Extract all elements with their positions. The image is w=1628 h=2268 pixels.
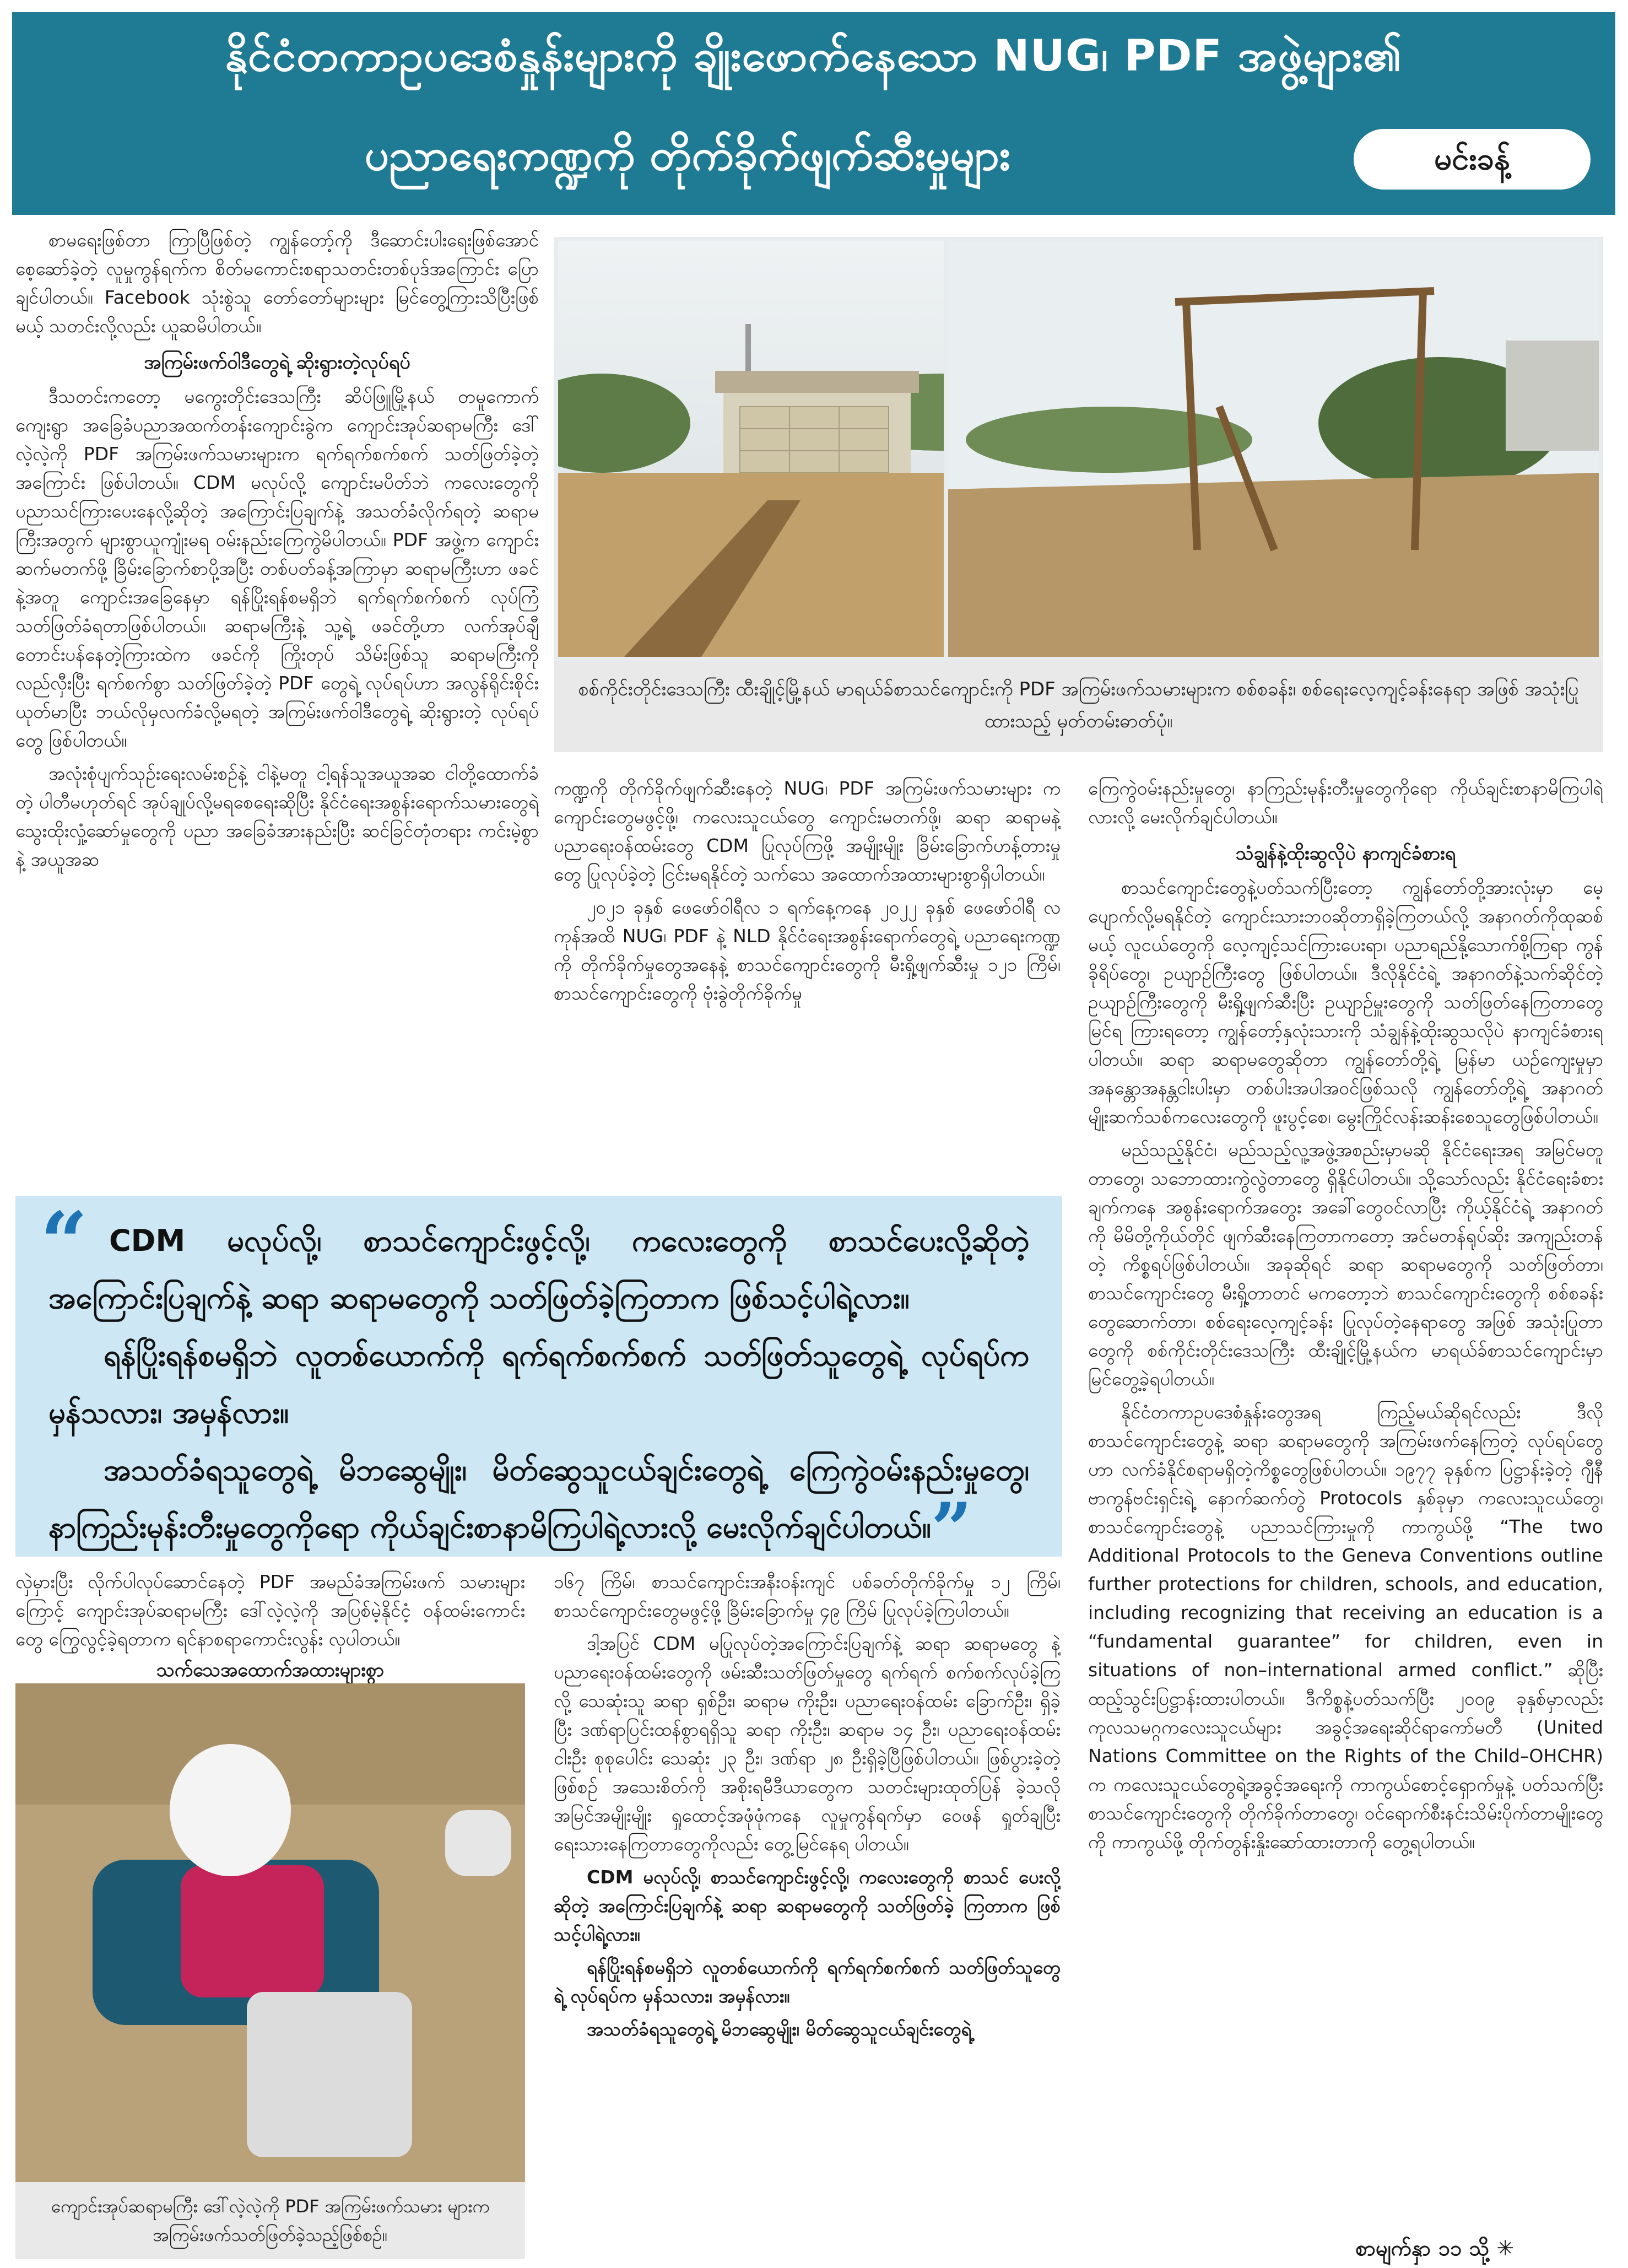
pull-quote: [15, 1194, 1062, 1572]
school-camp-photo: [554, 237, 1603, 661]
paragraph: စာမရေးဖြစ်တာ ကြာပြီဖြစ်တဲ့ ကျွန်တော့်ကို ဒီဆောင်းပါးရေးဖြစ်အောင် စေ့ဆော်ခဲ့တဲ့ လူမှုကွန်ရက်က စိတ်မကောင်းစရာသတင်းတစ်ပုဒ်အကြောင်း ပြောချင်ပါတယ်။ Facebook သုံးစွဲသူ တော်တော်များများ မြင်တွေ့ကြားသိပြီးဖြစ်မယ့် သတင်းလို့လည်း ယူဆမိပါတယ်။: [15, 229, 539, 337]
headline-line-1: နိုင်ငံတကာဥပဒေစံနှုန်းများကို ချိုးဖောက်နေသော NUG၊ PDF အဖွဲ့များ၏: [225, 31, 1403, 81]
paragraph: ကဏ္ဍကို တိုက်ခိုက်ဖျက်ဆီးနေတဲ့ NUG၊ PDF အကြမ်းဖက်သမားများ က ကျောင်းတွေမဖွင့်ဖို့၊ ကလေးသူငယ်တွေ ကျောင်းမတက်ဖို့၊ ဆရာ ဆရာမနဲ့ ပညာရေးဝန်ထမ်းတွေ CDM ပြုလုပ်ကြဖို့ အမျိုးမျိုး ခြိမ်းခြောက်ဟန့်တားမှုတွေ ပြုလုပ်ခဲ့တဲ့ ငြင်းမရနိုင်တဲ့ သက်သေ အထောက်အထားများစွာရှိပါတယ်။: [554, 777, 1061, 885]
paragraph: မည်သည့်နိုင်ငံ၊ မည်သည့်လူ့အဖွဲ့အစည်းမှာမဆို နိုင်ငံရေးအရ အမြင်မတူတာတွေ၊ သဘောထားကွဲလွဲတာတွေ ရှိနိုင်ပါတယ်။ သို့သော်လည်း နိုင်ငံရေးခံစားချက်ကနေ အစွန်းရောက်အတွေး အခေါ်တွေဝင်လာပြီး ကိုယ့်နိုင်ငံရဲ့ အနာဂတ်ကို မိမိတို့ကိုယ်တိုင် ဖျက်ဆီးနေကြတာကတော့ အင်မတန်ရုပ်ဆိုး အကျည်းတန်တဲ့ ကိစ္စရပ်ဖြစ်ပါတယ်။ အခုဆိုရင် ဆရာ ဆရာမတွေကို သတ်ဖြတ်တာ၊ စာသင်ကျောင်းတွေ မီးရှို့တာတင် မကတော့ဘဲ စာသင်ကျောင်းတွေကို စစ်စခန်းတွေဆောက်တာ၊ စစ်ရေးလေ့ကျင့်ခန်း ပြုလုပ်တဲ့နေရာတွေ အဖြစ် အသုံးပြုတာတွေကို စစ်ကိုင်းတိုင်းဒေသကြီး ထီးချိုင့်မြို့နယ်က မာရယ်ခ်စာသင်ကျောင်းမှာ မြင်တွေ့ခဲ့ရပါတယ်။: [1088, 1139, 1603, 1390]
article-header-banner: [12, 12, 1615, 215]
paragraph: ဒီသတင်းကတော့ မကွေးတိုင်းဒေသကြီး ဆိပ်ဖြူမြို့နယ် တမူကောက်ကျေးရွာ အခြေခံပညာအထက်တန်းကျောင်းခွဲက ကျောင်းအုပ်ဆရာမကြီး ဒေါ်လဲ့လဲ့ကို PDF အကြမ်းဖက်သမားများက ရက်ရက်စက်စက် သတ်ဖြတ်ခဲ့တဲ့အကြောင်း ဖြစ်ပါတယ်။ CDM မလုပ်လို့ ကျောင်းမပိတ်ဘဲ ကလေးတွေကို ပညာသင်ကြားပေးနေလို့ဆိုတဲ့ အကြောင်းပြချက်နဲ့ အသတ်ခံလိုက်ရတဲ့ ဆရာမကြီးအတွက် များစွာယူကျုံးမရ ဝမ်းနည်းကြေကွဲမိပါတယ်။ PDF အဖွဲ့က ကျောင်းဆက်မတက်ဖို့ ခြိမ်းခြောက်စာပို့အပြီး တစ်ပတ်ခန့်အကြာမှာ ဆရာမကြီးဟာ ဖခင်နဲ့အတူ ကျောင်းအခြေနေမှာ ရန်ပြိုးရန်စမရှိဘဲ ရက်ရက်စက်စက် လုပ်ကြံသတ်ဖြတ်ခံရတာဖြစ်ပါတယ်။ ဆရာမကြီးနဲ့ သူ့ရဲ့ ဖခင်တို့ဟာ လက်အုပ်ချီတောင်းပန်နေတဲ့ကြားထဲက ဖခင်ကို ကြိုးတုပ် သိမ်းဖြစ်သူ ဆရာမကြီးကို လည်လှီးပြီး ရက်စက်စွာ သတ်ဖြတ်ခဲ့တဲ့ PDF တွေရဲ့ လုပ်ရပ်ဟာ အလွန်ရိုင်းစိုင်းယုတ်မာပြီး ဘယ်လိုမှလက်ခံလို့မရတဲ့ အကြမ်းဖက်ဝါဒီတွေရဲ့ ဆိုးရွားတဲ့ လုပ်ရပ်တွေ ဖြစ်ပါတယ်။: [15, 386, 539, 751]
column-2-bottom: [554, 1568, 1061, 2262]
open-quote-icon: “: [40, 1194, 88, 1291]
photo-1-caption: စစ်ကိုင်းတိုင်းဒေသကြီး ထီးချိုင့်မြို့နယ် မာရယ်ခ်စာသင်ကျောင်းကို PDF အကြမ်းဖက်သမားများက စစ်စခန်း၊ စစ်ရေးလေ့ကျင့်ခန်းနေရာ အဖြစ် အသုံးပြုထားသည့် မှတ်တမ်းဓာတ်ပုံ။: [554, 661, 1603, 752]
paragraph: အသတ်ခံရသူတွေရဲ့ မိဘဆွေမျိုး၊ မိတ်ဆွေသူငယ်ချင်းတွေရဲ့: [587, 2018, 972, 2040]
column-1-bottom-2: [15, 1656, 525, 1686]
column-2-middle: [554, 774, 1061, 1193]
paragraph: CDM မလုပ်လို့၊ စာသင်ကျောင်းဖွင့်လို့၊ ကလေးတွေကို စာသင် ပေးလို့ဆိုတဲ့ အကြောင်းပြချက်နဲ့ ဆရာ ဆရာမတွေကို သတ်ဖြတ်ခဲ့ ကြတာက ဖြစ်သင့်ပါရဲ့လား။: [554, 1866, 1061, 1945]
author-byline: မင်းခန့်: [1354, 129, 1591, 190]
paragraph: လှဲမှားပြီး လိုက်ပါလုပ်ဆောင်နေတဲ့ PDF အမည်ခံအကြမ်းဖက် သမားများကြောင့် ကျောင်းအုပ်ဆရာမကြီး ဒေါ်လဲ့လဲ့ကို အပြစ်မဲ့နိုင်ငံ့ ဝန်ထမ်းကောင်းတွေ ကြွေလွင့်ခဲ့ရတာက ရင်နာစရာကောင်းလွန်း လှပါတယ်။: [15, 1571, 525, 1650]
victim-photo-illustration: [15, 1683, 525, 2182]
paragraph: စာသင်ကျောင်းတွေနဲ့ပတ်သက်ပြီးတော့ ကျွန်တော်တို့အားလုံးမှာ မေ့ပျောက်လို့မရနိုင်တဲ့ ကျောင်းသားဘဝဆိုတာရှိခဲ့ကြတယ်လို့ အနာဂတ်ကိုထုဆစ်မယ့် လူငယ်တွေကို လေ့ကျင့်သင်ကြားပေးရာ၊ ပညာရည်နို့သောက်စို့ကြရာ ကွန်ခိုရိပ်တွေ၊ ဥယျာဉ်ကြီးတွေ ဖြစ်ပါတယ်။ ဒီလိုနိုင်ငံရဲ့ အနာဂတ်နဲ့သက်ဆိုင်တဲ့ ဥယျာဉ်ကြီးတွေကို မီးရှို့ဖျက်ဆီးပြီး ဥယျာဉ်မှူးတွေကို သတ်ဖြတ်နေကြတာတွေ မြင်ရ ကြားရတော့ ကျွန်တော့်နှလုံးသားကို သံချွန်နဲ့ထိုးဆွသလိုပဲ နာကျင်ခံစားရပါတယ်။ ဆရာ ဆရာမတွေဆိုတာ ကျွန်တော်တို့ရဲ့ မြန်မာ ယဉ်ကျေးမှုမှာ အနန္တောအနန္တငါးပါးမှာ တစ်ပါးအပါအဝင်ဖြစ်သလို ကျွန်တော်တို့ရဲ့ အနာဂတ်မျိုးဆက်သစ်ကလေးတွေကို ဖူးပွင့်စေ၊ မွေးကြိုင်လန်းဆန်းစေသူတွေဖြစ်ပါတယ်။: [1088, 877, 1603, 1127]
victim-photo: [15, 1683, 525, 2182]
paragraph: ကြေကွဲဝမ်းနည်းမှုတွေ၊ နာကြည်းမုန်းတီးမှုတွေကိုရော ကိုယ်ချင်းစာနာမိကြပါရဲ့လားလို့ မေးလိုက်ချင်ပါတယ်။: [1088, 777, 1603, 828]
subheading: သံချွန်နဲ့ထိုးဆွလိုပဲ နာကျင်ခံစားရ: [1235, 843, 1456, 865]
paragraph: ရန်ပြိုးရန်စမရှိဘဲ လူတစ်ယောက်ကို ရက်ရက်စက်စက် သတ်ဖြတ်သူတွေရဲ့ လုပ်ရပ်က မှန်သလား၊ အမှန်လား။: [554, 1957, 1061, 2007]
school-camp-photo-illustration: [558, 241, 1599, 657]
column-3: [1088, 774, 1603, 2229]
paragraph: ၂၀၂၁ ခုနှစ် ဖေဖော်ဝါရီလ ၁ ရက်နေ့ကနေ ၂၀၂၂ ခုနှစ် ဖေဖော်ဝါရီ လကုန်အထိ NUG၊ PDF နဲ့ NLD နိုင်ငံရေးအစွန်းရောက်တွေရဲ့ ပညာရေးကဏ္ဍကို တိုက်ခိုက်မှုတွေအနေနဲ့ စာသင်ကျောင်းတွေကို မီးရှို့ဖျက်ဆီးမှု ၁၂၁ ကြိမ်၊ စာသင်ကျောင်းတွေကို ဗုံးခွဲတိုက်ခိုက်မှု: [554, 897, 1061, 1004]
pull-quote-line: ရန်ပြိုးရန်စမရှိဘဲ လူတစ်ယောက်ကို ရက်ရက်စက်စက် သတ်ဖြတ်သူတွေရဲ့ လုပ်ရပ်က မှန်သလား၊ အမှန်လား။: [48, 1338, 1029, 1430]
photo-2-caption: ကျောင်းအုပ်ဆရာမကြီး ဒေါ်လဲ့လဲ့ကို PDF အကြမ်းဖက်သမား များက အကြမ်းဖက်သတ်ဖြတ်ခဲ့သည့်ဖြစ်စဉ်။: [15, 2182, 525, 2259]
subheading: အကြမ်းဖက်ဝါဒီတွေရဲ့ ဆိုးရွားတဲ့လုပ်ရပ်: [144, 352, 410, 374]
headline-line-2: ပညာရေးကဏ္ဍကို တိုက်ခိုက်ဖျက်ဆီးမှုများ: [365, 131, 1010, 180]
paragraph: ဒါ့အပြင် CDM မပြုလုပ်တဲ့အကြောင်းပြချက်နဲ့ ဆရာ ဆရာမတွေ နဲ့ ပညာရေးဝန်ထမ်းတွေကို ဖမ်းဆီးသတ်ဖြတ်မှုတွေ ရက်ရက် စက်စက်လုပ်ခဲ့ကြလို့ သေဆုံးသူ ဆရာ ရှစ်ဦး၊ ဆရာမ ကိုးဦး၊ ပညာရေးဝန်ထမ်း ခြောက်ဦး၊ ရှိခဲ့ပြီး ဒဏ်ရာပြင်းထန်စွာရရှိသူ ဆရာ ကိုးဦး၊ ဆရာမ ၁၄ ဦး၊ ပညာရေးဝန်ထမ်း ငါးဦး စုစုပေါင်း သေဆုံး ၂၃ ဦး၊ ဒဏ်ရာ ၂၈ ဦးရှိခဲ့ပြီဖြစ်ပါတယ်။ ဖြစ်ပွားခဲ့တဲ့ ဖြစ်စဉ် အသေးစိတ်ကို အစိုးရမီဒီယာတွေက သတင်းများထုတ်ပြန် ခဲ့သလို အမြင်အမျိုးမျိုး ရှုထောင့်အဖုံဖုံကနေ လူမှုကွန်ရက်မှာ ဝေဖန် ရှုတ်ချပြီး ရေးသားနေကြတာတွေကိုလည်း တွေ့မြင်နေရ ပါတယ်။: [554, 1633, 1061, 1855]
pull-quote-line: CDM မလုပ်လို့၊ စာသင်ကျောင်းဖွင့်လို့၊ ကလေးတွေကို စာသင်ပေးလို့ဆိုတဲ့ အကြောင်းပြချက်နဲ့ ဆရာ ဆရာမတွေကို သတ်ဖြတ်ခဲ့ကြတာက ဖြစ်သင့်ပါရဲ့လား။: [48, 1223, 1029, 1315]
pull-quote-text: အသတ်ခံရသူတွေရဲ့ မိဘဆွေမျိုး၊ မိတ်ဆွေသူငယ်ချင်းတွေရဲ့ ကြေကွဲဝမ်းနည်းမှုတွေ၊ နာကြည်းမုန်းတီးမှုတွေကိုရော ကိုယ်ချင်းစာနာမိကြပါရဲ့လားလို့ မေးလိုက်ချင်ပါတယ်။: [48, 1452, 1029, 1545]
paragraph: နိုင်ငံတကာဥပဒေစံနှုန်းတွေအရ ကြည့်မယ်ဆိုရင်လည်း ဒီလို စာသင်ကျောင်းတွေနဲ့ ဆရာ ဆရာမတွေကို အကြမ်းဖက်နေကြတဲ့ လုပ်ရပ်တွေဟာ လက်ခံနိုင်စရာမရှိတဲ့ကိစ္စတွေဖြစ်ပါတယ်။ ၁၉၇၇ ခုနှစ်က ပြဋ္ဌာန်းခဲ့တဲ့ ဂျီနီဗာကွန်ဗင်းရှင်းရဲ့ နောက်ဆက်တွဲ Protocols နှစ်ခုမှာ ကလေးသူငယ်တွေ၊ စာသင်ကျောင်းတွေနဲ့ ပညာသင်ကြားမှုကို ကာကွယ်ဖို့ “The two Additional Protocols to the Geneva Conventions outline further protections for children, schools, and education, including recognizing that receiving an education is a “fundamental guarantee” for children, even in situations of non–international armed conflict.” ဆိုပြီး ထည့်သွင်းပြဋ္ဌာန်းထားပါတယ်။ ဒီကိစ္စနဲ့ပတ်သက်ပြီး ၂၀၀၉ ခုနှစ်မှာလည်း ကုလသမဂ္ဂကလေးသူငယ်များ အခွင့်အရေးဆိုင်ရာကော်မတီ (United Nations Committee on the Rights of the Child–OHCHR) က ကလေးသူငယ်တွေရဲ့အခွင့်အရေးကို ကာကွယ်စောင့်ရှောက်မှုနဲ့ ပတ်သက်ပြီး စာသင်ကျောင်းတွေကို တိုက်ခိုက်တာတွေ၊ ဝင်ရောက်စီးနင်းသိမ်းပိုက်တာမျိုးတွေကို ကာကွယ်ဖို့ တိုက်တွန်းနှိုးဆော်ထားတာကို တွေ့ရပါတယ်။: [1088, 1401, 1603, 1853]
paragraph: အလုံးစုံပျက်သုဉ်းရေးလမ်းစဉ်နဲ့ ငါနဲ့မတူ ငါ့ရန်သူအယူအဆ ငါတို့ထောက်ခံတဲ့ ပါတီမဟုတ်ရင် အုပ်ချုပ်လို့မရစေရေးဆိုပြီး နိုင်ငံရေးအစွန်းရောက်သမားတွေရဲ့ သွေးထိုးလှုံ့ဆော်မှုတွေကို ပညာ အခြေခံအားနည်းပြီး ဆင်ခြင်တုံတရား ကင်းမဲ့စွာနဲ့ အယူအဆ: [15, 763, 539, 870]
close-quote-icon: ”: [931, 1487, 972, 1572]
subheading: သက်သေအထောက်အထားများစွာ: [156, 1659, 385, 1681]
pull-quote-line: [48, 1441, 1029, 1572]
paragraph: ၁၆၇ ကြိမ်၊ စာသင်ကျောင်းအနီးဝန်းကျင် ပစ်ခတ်တိုက်ခိုက်မှု ၁၂ ကြိမ်၊ စာသင်ကျောင်းတွေမဖွင့်ဖို့ ခြိမ်းခြောက်မှု ၄၉ ကြိမ် ပြုလုပ်ခဲ့ကြပါတယ်။: [554, 1571, 1061, 1621]
column-1-top: [15, 226, 539, 1196]
continued-on-page: စာမျက်နှာ ၁၁ သို့ ✳: [1355, 2236, 1515, 2260]
